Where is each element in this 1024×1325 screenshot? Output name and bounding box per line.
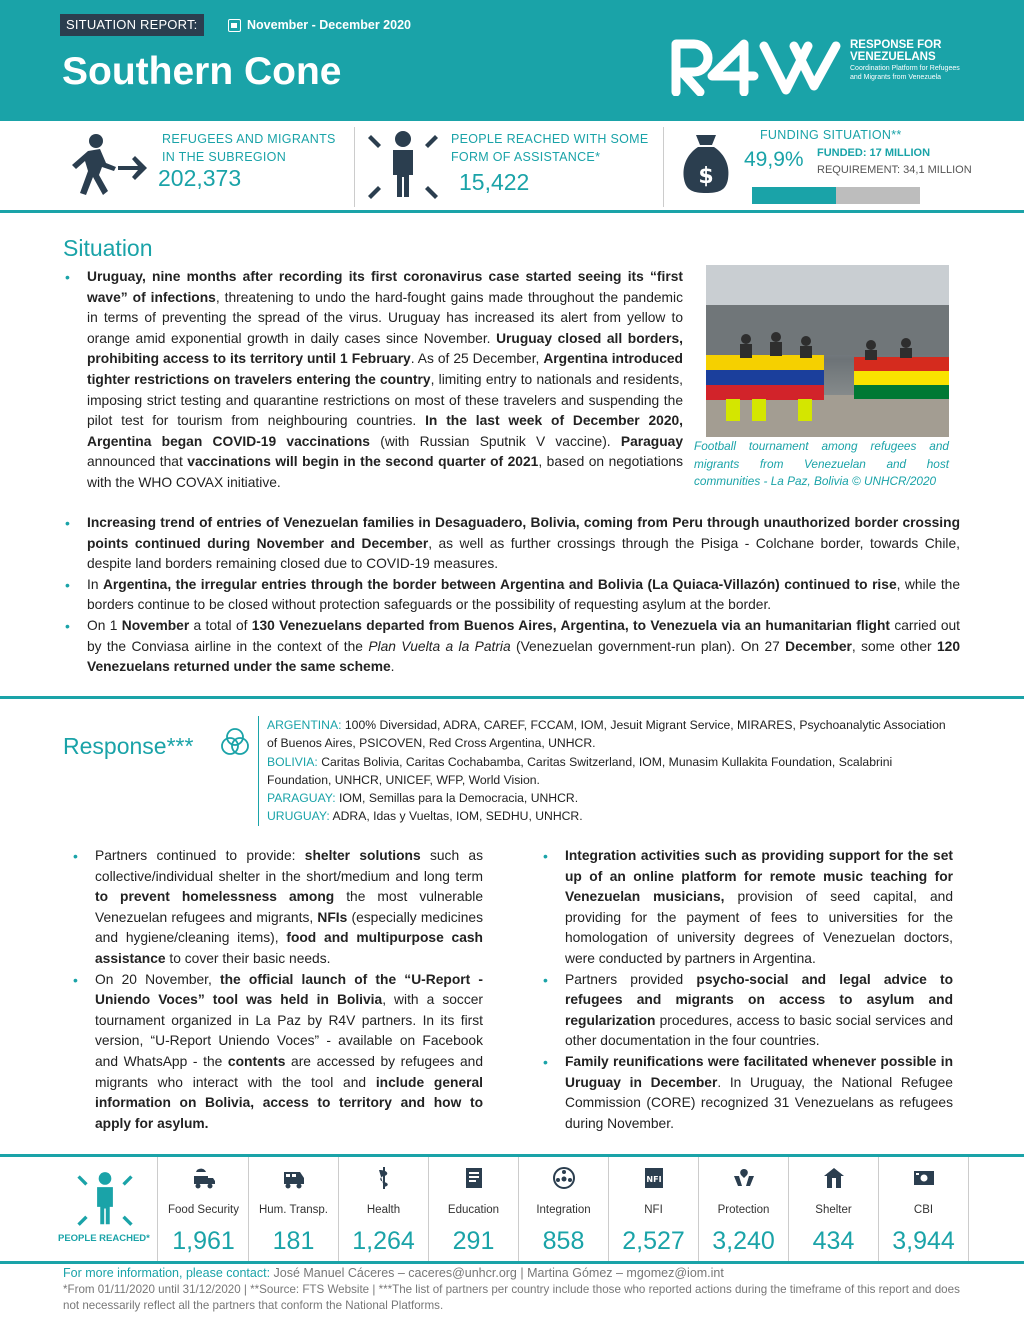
logo-subtitle: Coordination Platform for Refugees and Migrants from Venezuela bbox=[850, 65, 960, 81]
sector-value: 1,264 bbox=[352, 1227, 415, 1255]
sector-value: 1,961 bbox=[172, 1227, 235, 1255]
text-run: (Venezuelan government-run plan). On 27 bbox=[510, 638, 786, 654]
cash-icon bbox=[912, 1165, 936, 1191]
truck-food-icon bbox=[192, 1165, 216, 1191]
contact-details: José Manuel Cáceres – caceres@unhcr.org | Martina Gómez – mgomez@iom.int bbox=[270, 1266, 724, 1280]
text-run: Uruguay, nine months after recording its first coronavirus case started seeing its “first wave” of infections bbox=[87, 269, 683, 305]
text-run: vaccinations will begin in the second quarter of 2021 bbox=[187, 454, 539, 470]
page-title: Southern Cone bbox=[62, 50, 342, 93]
response-list-left bbox=[73, 846, 483, 1134]
text-run: the official launch of the “U-Report - Uniendo Voces” tool was held in Bolivia bbox=[95, 971, 483, 1008]
sector-name: CBI bbox=[913, 1204, 934, 1216]
person-reached-icon bbox=[367, 127, 439, 203]
nfi-icon bbox=[642, 1165, 666, 1191]
situation-item-1 bbox=[65, 267, 683, 494]
text-run: such as collective/individual shelter in the short/medium and long term bbox=[95, 848, 483, 884]
person-reached-icon bbox=[76, 1169, 134, 1229]
text-run: NFIs bbox=[317, 909, 348, 925]
text-run: Uruguay closed all borders, prohibiting access to its territory until 1 February bbox=[87, 330, 683, 367]
logo-line-2: VENEZUELANS bbox=[850, 51, 936, 63]
health-icon bbox=[372, 1165, 396, 1191]
sector-name: NFI bbox=[644, 1204, 663, 1216]
sector-value: 3,944 bbox=[892, 1227, 955, 1255]
sector-nfi bbox=[609, 1157, 699, 1261]
sector-value: 181 bbox=[272, 1227, 315, 1255]
text-run: . As of 25 December, bbox=[410, 351, 544, 367]
text-run: , with a soccer tournament organized in La Paz by R4V partners. In its first version, “U-Report Uniendo Voces” - available on Facebook and WhatsApp - the bbox=[95, 992, 483, 1069]
refugees-label-1: REFUGEES AND MIGRANTS bbox=[162, 132, 336, 146]
text-run: shelter solutions bbox=[304, 848, 421, 863]
report-date-text: November - December 2020 bbox=[247, 18, 411, 32]
text-run: , threatening to undo the hard-fought gains made throughout the pandemic in terms of preventing the spread of the virus. Uruguay has increased its alert from yellow to orange amid exponential growth in daily cases since November. bbox=[87, 289, 683, 346]
text-run: Partners continued to provide: bbox=[95, 848, 305, 863]
text-run: 130 Venezuelans departed from Buenos Aires, Argentina, to Venezuela via an humanitarian flight bbox=[251, 617, 890, 633]
sector-value: 434 bbox=[812, 1227, 855, 1255]
integration-icon bbox=[552, 1165, 576, 1191]
text-run: In bbox=[87, 576, 103, 592]
sector-name: Shelter bbox=[815, 1204, 852, 1216]
partners-uruguay-list: ADRA, Idas y Vueltas, IOM, SEDHU, UNHCR. bbox=[332, 809, 583, 824]
bus-icon bbox=[282, 1165, 306, 1191]
protection-icon bbox=[732, 1165, 756, 1191]
text-run: food and multipurpose cash assistance bbox=[95, 930, 483, 966]
funding-progress-bar bbox=[752, 187, 920, 204]
text-run: , as well as further crossings through the Pisiga - Colchane border, towards Chile, despite land borders remaining closed due to COVID-19 measures. bbox=[87, 535, 960, 572]
logo-line-1: RESPONSE FOR bbox=[850, 39, 942, 51]
text-run: , some other bbox=[851, 638, 937, 654]
contact-prefix: For more information, please contact: bbox=[63, 1266, 271, 1280]
text-run: . bbox=[390, 659, 395, 675]
sector-cbi bbox=[879, 1157, 969, 1261]
response-item-3 bbox=[543, 846, 953, 970]
country-paraguay: PARAGUAY: bbox=[267, 791, 336, 806]
partners-icon bbox=[219, 726, 251, 758]
text-run: On 1 bbox=[87, 617, 122, 633]
partners-argentina-list: 100% Diversidad, ADRA, CAREF, FCCAM, IOM, Jesuit Migrant Service, MIRARES, Psychoanalytic Association of Buenos Aires, PSICOVEN, Red Cross Argentina, UNHCR. bbox=[267, 718, 946, 751]
sector-health bbox=[339, 1157, 429, 1261]
text-run: Paraguay bbox=[620, 433, 683, 449]
situation-list-bottom bbox=[65, 513, 960, 678]
text-run: Argentina introduced tighter restrictions on travelers entering the country bbox=[87, 351, 683, 387]
response-item-5 bbox=[543, 1052, 953, 1134]
text-run: to prevent homelessness among bbox=[95, 889, 335, 905]
section-divider bbox=[0, 696, 1024, 699]
text-run: (especially medicines and hygiene/cleaning items), bbox=[95, 909, 483, 946]
text-run: Argentina, the irregular entries through the border between Argentina and Bolivia (La Quiaca-Villazón) continued to rise bbox=[102, 576, 897, 592]
text-run: Family reunifications were facilitated whenever possible in Uruguay in December bbox=[565, 1053, 953, 1090]
country-argentina: ARGENTINA: bbox=[267, 718, 342, 732]
text-run: . In Uruguay, the National Refugee Commission (CORE) recognized 31 Venezuelans as refugees during November. bbox=[565, 1074, 953, 1131]
sector-education bbox=[429, 1157, 519, 1261]
contact-line bbox=[63, 1265, 963, 1282]
text-run: a total of bbox=[189, 617, 252, 633]
partners-uruguay bbox=[267, 807, 958, 825]
partners-bolivia bbox=[267, 753, 958, 790]
key-figures bbox=[0, 121, 1024, 213]
funded-amount: FUNDED: 17 MILLION bbox=[817, 147, 931, 159]
funding-progress-fill bbox=[752, 187, 836, 204]
text-run: In the last week of December 2020, Argentina began COVID-19 vaccinations bbox=[87, 413, 684, 449]
book-icon bbox=[462, 1165, 486, 1191]
logo-text bbox=[850, 39, 970, 82]
svg-text:NFI: NFI bbox=[646, 1175, 662, 1184]
svg-text:$: $ bbox=[698, 164, 714, 189]
report-type-tag: SITUATION REPORT: bbox=[60, 14, 204, 36]
partners-bolivia-list: Caritas Bolivia, Caritas Cochabamba, Caritas Switzerland, IOM, Munasim Kullakita Foundation, Scalabrini Foundation, UNHCR, UNICEF, WFP, World Vision. bbox=[267, 754, 893, 787]
sector-shelter bbox=[789, 1157, 879, 1261]
sector-name: Education bbox=[447, 1204, 500, 1216]
situation-item-3 bbox=[65, 575, 960, 616]
funding-label: FUNDING SITUATION** bbox=[760, 128, 902, 142]
text-run: , based on negotiations with the WHO COVAX initiative. bbox=[87, 454, 683, 490]
text-run: Partners provided bbox=[565, 971, 697, 987]
text-run: December bbox=[785, 638, 852, 654]
sector-value: 2,527 bbox=[622, 1227, 685, 1255]
response-list-right bbox=[543, 846, 953, 1134]
text-run: , while the borders continue to be closed without protection safeguards or the possibility of requesting asylum at the border. bbox=[87, 576, 961, 613]
people-reached-by-sector bbox=[0, 1154, 1024, 1264]
people-reached-label: PEOPLE REACHED* bbox=[58, 1233, 150, 1244]
sector-hum-transp bbox=[249, 1157, 339, 1261]
shelter-icon bbox=[822, 1165, 846, 1191]
divider bbox=[354, 127, 355, 207]
text-run: are accessed by refugees and migrants who interact with the tool and bbox=[95, 1053, 483, 1090]
text-run: (with Russian Sputnik V vaccine). bbox=[369, 433, 621, 449]
reached-label-1: PEOPLE REACHED WITH SOME bbox=[451, 132, 649, 146]
response-heading: Response*** bbox=[63, 733, 194, 759]
partners-argentina bbox=[267, 716, 958, 753]
footnotes: *From 01/11/2020 until 31/12/2020 | **Source: FTS Website | ***The list of partners per country include those who reported actions during the timeframe of this report and does not necessarily reflect all the partners that conform the National Platforms. bbox=[63, 1282, 960, 1312]
report-date bbox=[228, 18, 411, 32]
text-run: , limiting entry to nationals and residents, imposing strict testing and quarantine restrictions on most of these travelers and suspending the pilot test for tourism from neighbouring countries. bbox=[87, 371, 683, 429]
text-run: announced that bbox=[87, 454, 188, 470]
situation-heading: Situation bbox=[63, 235, 153, 261]
response-item-2 bbox=[73, 970, 483, 1135]
sector-value: 3,240 bbox=[712, 1227, 775, 1255]
r4v-logo bbox=[668, 38, 843, 96]
refugees-value: 202,373 bbox=[158, 165, 242, 191]
text-run: Increasing trend of entries of Venezuelan families in Desaguadero, Bolivia, coming from Peru through unauthorized border crossing points continued during November and December bbox=[87, 515, 960, 551]
sector-protection bbox=[699, 1157, 789, 1261]
text-run: November bbox=[121, 617, 190, 633]
requirement-amount: REQUIREMENT: 34,1 MILLION bbox=[817, 164, 972, 176]
text-run: procedures, access to basic social services and other documentation in the four countries. bbox=[565, 1012, 953, 1049]
walking-person-icon bbox=[66, 133, 148, 203]
sector-name: Integration bbox=[536, 1204, 591, 1216]
partners-paraguay-list: IOM, Semillas para la Democracia, UNHCR. bbox=[339, 791, 579, 806]
text-run: psycho-social and legal advice to refugees and migrants on access to asylum and regularization bbox=[565, 971, 953, 1028]
text-run: On 20 November, bbox=[95, 971, 221, 987]
footer bbox=[63, 1265, 963, 1315]
money-bag-icon bbox=[682, 133, 730, 195]
reached-label-2: FORM OF ASSISTANCE* bbox=[451, 150, 601, 164]
text-run: the most vulnerable Venezuelan refugees and migrants, bbox=[95, 889, 483, 925]
country-bolivia: BOLIVIA: bbox=[267, 754, 318, 769]
sector-integration bbox=[519, 1157, 609, 1261]
situation-list-top bbox=[65, 267, 683, 494]
divider bbox=[663, 127, 664, 207]
photo-caption: Football tournament among refugees and migrants from Venezuelan and host communities - La Paz, Bolivia © UNHCR/2020 bbox=[694, 439, 949, 488]
situation-item-4 bbox=[65, 616, 960, 678]
response-item-4 bbox=[543, 970, 953, 1052]
sector-food-security bbox=[159, 1157, 249, 1261]
sector-name: Health bbox=[366, 1204, 401, 1216]
situation-photo bbox=[706, 265, 949, 437]
text-run: provision of seed capital, and providing for the payment of fees to universities for the homologation of university degrees of Venezuelan doctors, were conducted by partners in Argentina. bbox=[565, 889, 953, 966]
sector-name: Hum. Transp. bbox=[258, 1204, 329, 1216]
country-uruguay: URUGUAY: bbox=[267, 809, 330, 824]
people-reached-summary bbox=[0, 1157, 158, 1261]
partners-paraguay bbox=[267, 789, 958, 807]
text-run: 120 Venezuelans returned under the same scheme bbox=[87, 638, 960, 675]
text-run: Integration activities such as providing support for the set up of an online platform for remote music teaching for Venezuelan musicians, bbox=[565, 848, 953, 905]
situation-item-2 bbox=[65, 513, 960, 575]
response-item-1 bbox=[73, 846, 483, 970]
sector-value: 858 bbox=[542, 1227, 585, 1255]
text-run: contents bbox=[227, 1053, 286, 1069]
text-run: carried out by the Conviasa airline in the context of the bbox=[87, 617, 961, 654]
text-run: include general information on Bolivia, access to territory and how to apply for asylum. bbox=[95, 1074, 483, 1131]
header-banner bbox=[0, 0, 1024, 121]
partners-by-country bbox=[258, 716, 958, 826]
sector-name: Protection bbox=[717, 1204, 770, 1216]
text-run: to cover their basic needs. bbox=[165, 950, 331, 966]
refugees-label-2: IN THE SUBREGION bbox=[162, 150, 287, 164]
reached-value: 15,422 bbox=[459, 169, 530, 195]
text-run: Plan Vuelta a la Patria bbox=[368, 638, 511, 654]
funding-percent: 49,9% bbox=[744, 148, 804, 171]
calendar-icon bbox=[228, 19, 241, 32]
sector-value: 291 bbox=[452, 1227, 495, 1255]
sector-name: Food Security bbox=[168, 1204, 239, 1216]
